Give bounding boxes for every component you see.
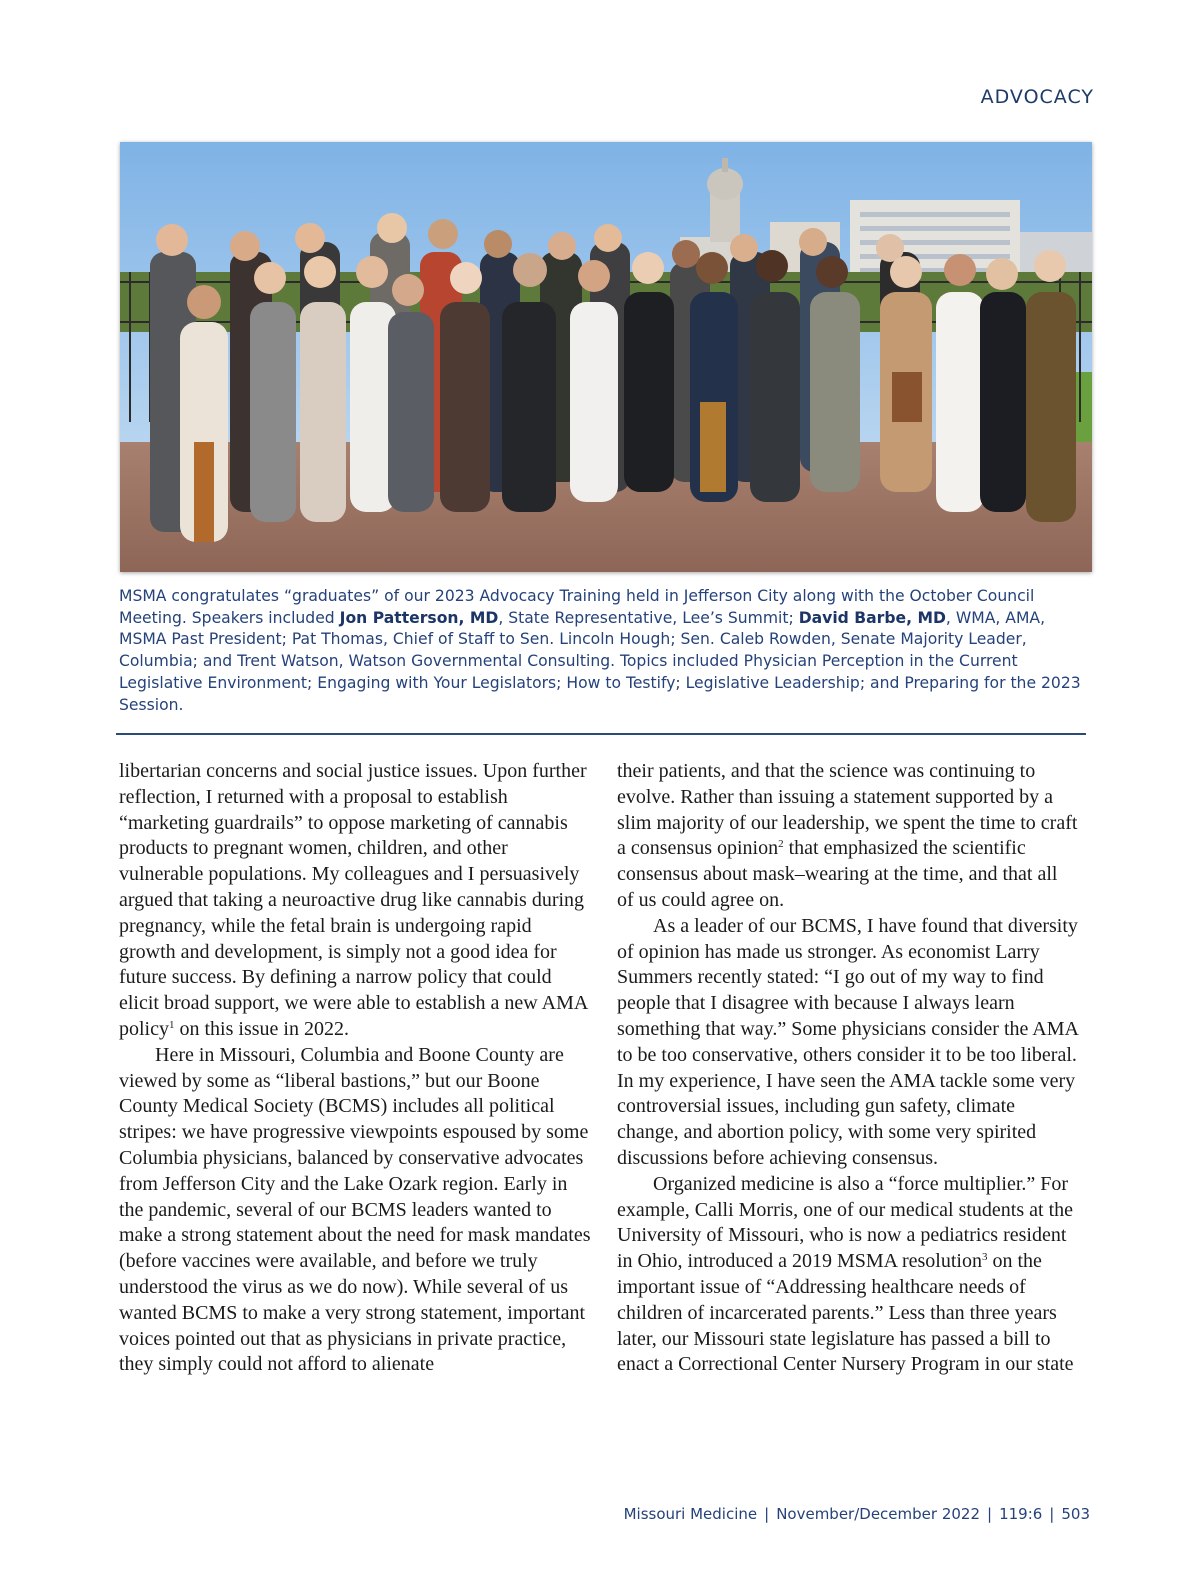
caption-text-2: , State Representative, Lee’s Summit; [498,608,799,627]
right-paragraph-3 [617,1172,1079,1378]
photo-caption [119,586,1094,716]
caption-text-3: , WMA, AMA, MSMA Past President; Pat Thomas, Chief of Staff to Sen. Lincoln Hough; Sen. Caleb Rowden, Senate Majority Leader, Columbia; and Trent Watson, Watson Governmental Consulting. Topics included Physician Perception in the Current Legislative Environment; Engaging with Your Legislators; How to Testify; Legislative Leadership; and Preparing for the 2023 Session. [119,608,1081,714]
footer-issue: November/December 2022 [776,1505,980,1523]
right-p1-text-b: that emphasized the scientific consensus about mask–wearing at the time, and that all of us could agree on. [617,837,1058,911]
footer-separator: | [1049,1505,1055,1523]
caption-name-david-barbe: David Barbe, MD [798,608,946,627]
right-paragraph-1 [617,759,1079,914]
group-photo-illustration [120,142,1092,572]
right-paragraph-2: As a leader of our BCMS, I have found that diversity of opinion has made us stronger. As economist Larry Summers recently stated: “I go out of my way to find people that I disagree with because I always learn something that way.” Some physicians consider the AMA to be too conservative, others consider it to be too liberal. In my experience, I have seen the AMA tackle some very controversial issues, including gun safety, climate change, and abortion policy, with some very spirited discussions before achieving consensus. [617,914,1078,1169]
page-footer [624,1505,1090,1523]
right-p3-text-b: on the important issue of “Addressing healthcare needs of children of incarcerated parents.” Less than three years later, our Missouri state legislature has passed a bill to enact a Correctional Center Nursery Program in our state [617,1250,1074,1376]
right-p3-text-a: Organized medicine is also a “force multiplier.” For example, Calli Morris, one of our medical students at the University of Missouri, who is now a pediatrics resident in Ohio, introduced a 2019 MSMA resolution [617,1172,1073,1273]
group-photo [120,142,1092,572]
section-divider [116,733,1086,735]
footer-separator: | [764,1505,770,1523]
footnote-ref-1: 1 [169,1018,175,1031]
left-p1-text-b: on this issue in 2022. [174,1017,349,1040]
footer-page-number: 503 [1061,1505,1090,1523]
footer-separator: | [987,1505,993,1523]
left-paragraph-1 [119,759,591,1043]
section-label: ADVOCACY [980,86,1094,108]
left-column [119,759,591,1378]
footnote-ref-2: 2 [778,838,784,851]
footnote-ref-3: 3 [981,1251,988,1264]
right-p1-text-a: their patients, and that the science was continuing to evolve. Rather than issuing a statement supported by a slim majority of our leadership, we spent the time to craft a consensus opinion [617,760,1078,860]
footer-journal: Missouri Medicine [623,1505,758,1523]
left-p1-text-a: libertarian concerns and social justice issues. Upon further reflection, I returned with a proposal to establish “marketing guardrails” to oppose marketing of cannabis products to pregnant women, children, and other vulnerable populations. My colleagues and I persuasively argued that taking a neuroactive drug like cannabis during pregnancy, while the fetal brain is undergoing rapid growth and development, is simply not a good idea for future success. By defining a narrow policy that could elicit broad support, we were able to establish a new AMA policy [119,760,588,1040]
caption-name-jon-patterson: Jon Patterson, MD [339,608,499,627]
left-paragraph-2: Here in Missouri, Columbia and Boone County are viewed by some as “liberal bastions,” but our Boone County Medical Society (BCMS) includes all political stripes: we have progressive viewpoints espoused by some Columbia physicians, balanced by conservative advocates from Jefferson City and the Lake Ozark region. Early in the pandemic, several of our BCMS leaders wanted to make a strong statement about the need for mask mandates (before vaccines were available, and before we truly understood the virus as we do now). While several of us wanted BCMS to make a very strong statement, important voices pointed out that as physicians in private practice, they simply could not afford to alienate [119,1043,591,1376]
footer-volume: 119:6 [999,1505,1043,1523]
caption-text-1: MSMA congratulates “graduates” of our 2023 Advocacy Training held in Jefferson City along with the October Council Meeting. Speakers included [119,587,1035,627]
right-column [617,759,1079,1378]
